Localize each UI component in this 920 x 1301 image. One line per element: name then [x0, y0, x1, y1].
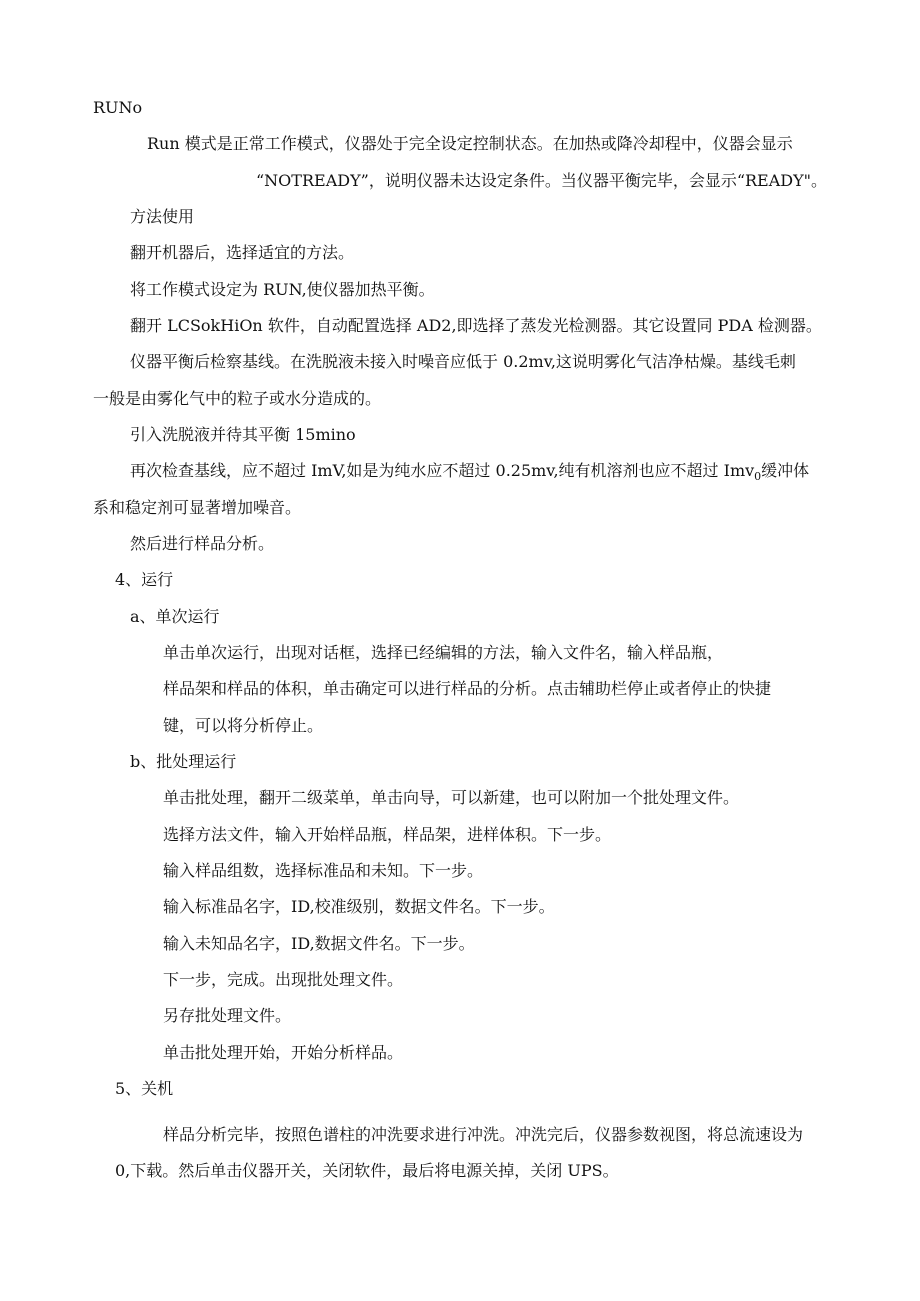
batch-line-1: 单击批处理，翻开二级菜单，单击向导，可以新建，也可以附加一个批处理文件。: [163, 788, 740, 807]
method-step-3: 翻开 LCSokHiOn 软件，自动配置选择 AD2,即选择了蒸发光检测器。其它设置同 PDA 检测器。: [130, 316, 822, 335]
batch-run-heading: b、批处理运行: [130, 752, 237, 771]
single-run-line-2: 样品架和样品的体积，单击确定可以进行样品的分析。点击辅助栏停止或者停止的快捷: [163, 679, 772, 698]
method-use-heading: 方法使用: [130, 207, 195, 226]
equilibrate-line: 引入洗脱液并待其平衡 15mino: [130, 425, 356, 444]
baseline-line-1: 仪器平衡后检察基线。在洗脱液未接入时噪音应低于 0.2mv,这说明雾化气洁净枯燥。基线毛刺: [130, 352, 796, 371]
batch-line-6: 下一步，完成。出现批处理文件。: [163, 970, 404, 989]
recheck-subscript: 0: [754, 470, 762, 484]
runo-desc-line-2: “NOTREADY”，说明仪器未达设定条件。当仪器平衡完毕，会显示“READY"。: [256, 171, 828, 190]
batch-line-8: 单击批处理开始，开始分析样品。: [163, 1043, 404, 1062]
runo-heading: RUNo: [93, 98, 143, 117]
single-run-heading: a、单次运行: [130, 607, 220, 626]
batch-line-4: 输入标准品名字，ID,校准级别，数据文件名。下一步。: [163, 897, 555, 916]
runo-desc-line-1: Run 模式是正常工作模式，仪器处于完全设定控制状态。在加热或降冷却程中，仪器会显示: [147, 134, 793, 153]
run-heading: 4、运行: [115, 570, 174, 589]
shutdown-heading: 5、关机: [115, 1079, 174, 1098]
shutdown-line-1: 样品分析完毕，按照色谱柱的冲洗要求进行冲洗。冲洗完后，仪器参数视图，将总流速设为: [163, 1125, 804, 1144]
single-run-line-3: 键，可以将分析停止。: [163, 716, 324, 735]
recheck-text-b: 缓冲体: [761, 461, 810, 480]
recheck-text-a: 再次检查基线，应不超过 ImV,如是为纯水应不超过 0.25mv,纯有机溶剂也应不超过 Imv: [130, 461, 755, 480]
batch-line-3: 输入样品组数，选择标准品和未知。下一步。: [163, 861, 484, 880]
batch-line-2: 选择方法文件，输入开始样品瓶，样品架，进样体积。下一步。: [163, 825, 612, 844]
recheck-line-2: 系和稳定剂可显著增加噪音。: [93, 498, 302, 517]
recheck-line-1: [130, 461, 809, 487]
single-run-line-1: 单击单次运行，出现对话框，选择已经编辑的方法，输入文件名，输入样品瓶，: [163, 643, 724, 662]
batch-line-7: 另存批处理文件。: [163, 1006, 292, 1025]
baseline-line-2: 一般是由雾化气中的粒子或水分造成的。: [93, 389, 382, 408]
batch-line-5: 输入未知品名字，ID,数据文件名。下一步。: [163, 934, 475, 953]
method-step-1: 翻开机器后，选择适宜的方法。: [130, 243, 355, 262]
analyze-line: 然后进行样品分析。: [130, 534, 275, 553]
shutdown-line-2: 0,下载。然后单击仪器开关，关闭软件，最后将电源关掉，关闭 UPS。: [115, 1161, 619, 1180]
method-step-2: 将工作模式设定为 RUN,使仪器加热平衡。: [130, 280, 435, 299]
